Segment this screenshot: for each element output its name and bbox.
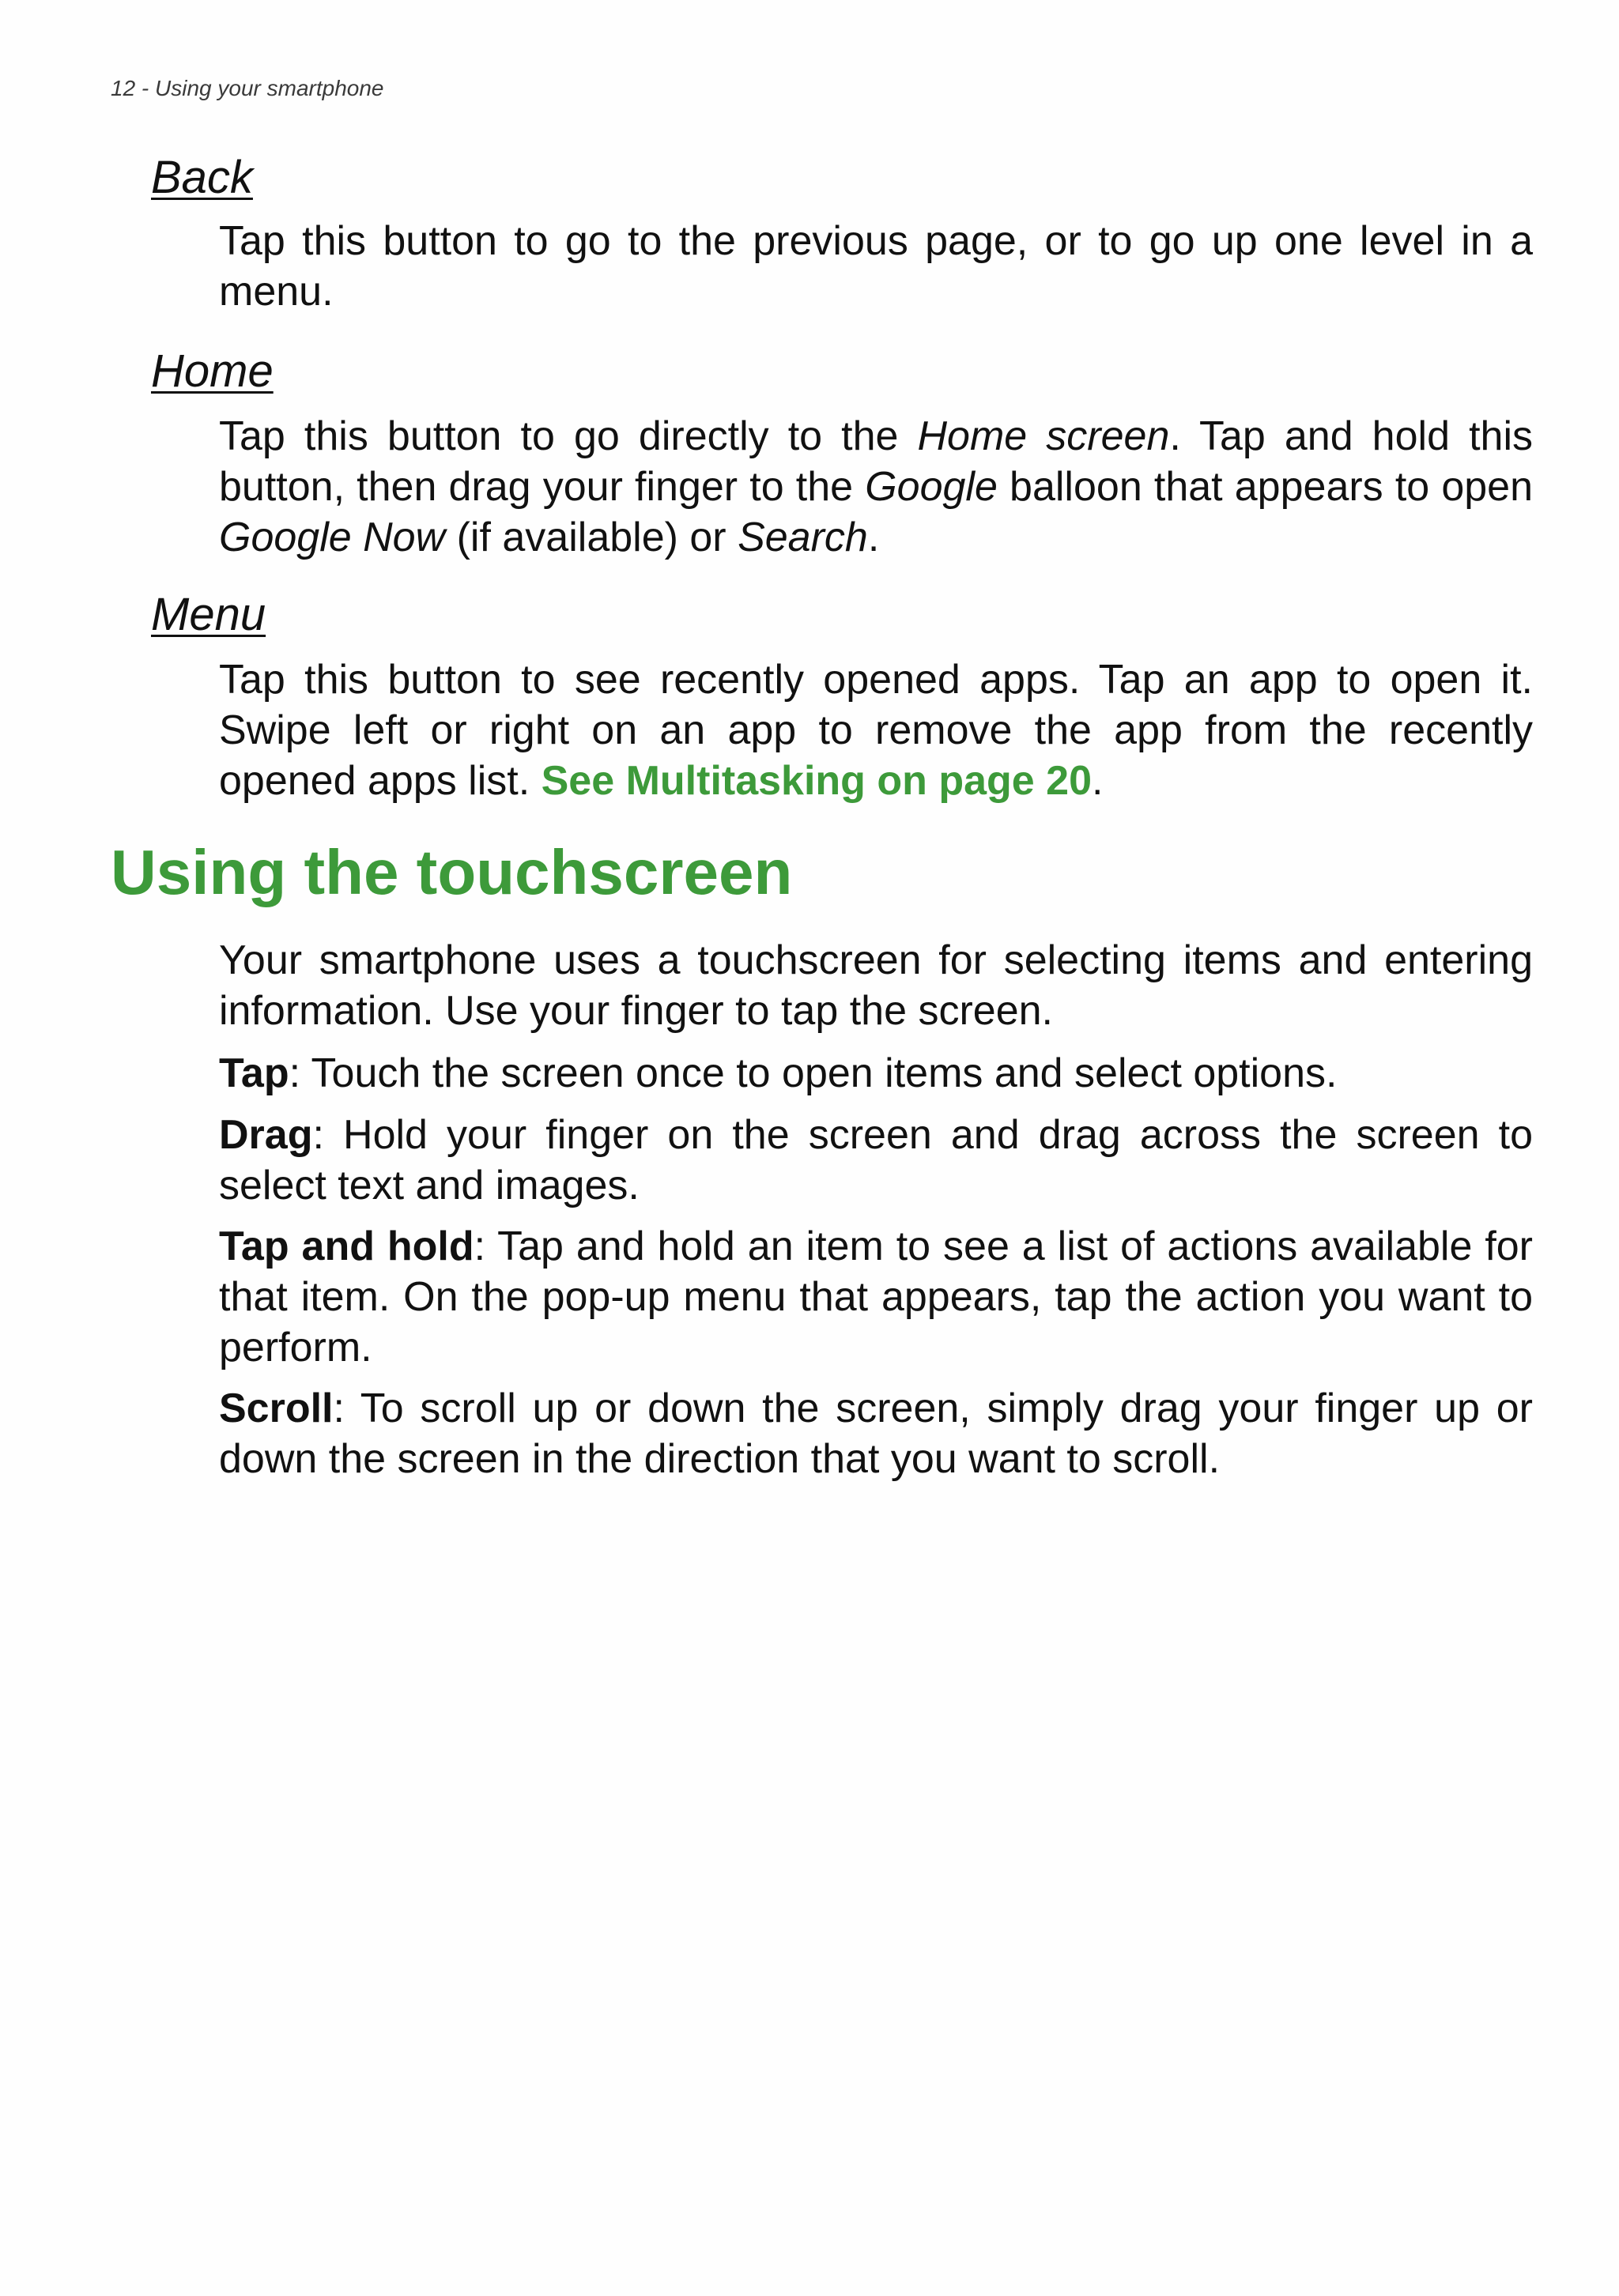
gesture-name: Tap [219, 1050, 289, 1096]
gesture-text: : Tap and hold an item to see a list of actions available for that item. On the pop-up menu that appears, tap the action you want to perform. [219, 1223, 1533, 1370]
gesture-drag [219, 1110, 1533, 1211]
section-title: Using the touchscreen [111, 837, 793, 907]
section-intro: Your smartphone uses a touchscreen for selecting items and entering information. Use your finger to tap the screen. [219, 937, 1533, 1034]
description-text: Tap this button to see recently opened apps. Tap an app to open it. Swipe left or right on an app to remove the app from the recently opened apps list. [219, 657, 1533, 804]
description-text: (if available) or [445, 515, 738, 560]
term-back: Back [151, 152, 253, 203]
home-screen-term: Home screen [917, 413, 1170, 459]
gesture-tap [219, 1048, 1533, 1099]
gesture-text: : To scroll up or down the screen, simply drag your finger up or down the screen in the direction that you want to scroll. [219, 1386, 1533, 1482]
gesture-scroll [219, 1383, 1533, 1484]
description-home [219, 411, 1533, 563]
gesture-tap-and-hold [219, 1221, 1533, 1373]
term-menu: Menu [151, 589, 266, 640]
term-home: Home [151, 345, 274, 397]
description-text: Tap this button to go to the previous page, or to go up one level in a menu. [219, 218, 1533, 315]
description-text: . [1092, 758, 1104, 804]
gesture-name: Scroll [219, 1386, 334, 1431]
description-back [219, 216, 1533, 317]
description-menu [219, 654, 1533, 806]
gesture-text: : Touch the screen once to open items and select options. [289, 1050, 1338, 1096]
multitasking-cross-reference-link[interactable]: See Multitasking on page 20 [541, 758, 1093, 804]
description-text: Tap this button to go directly to the [219, 413, 918, 459]
running-header: 12 - Using your smartphone [111, 76, 384, 100]
description-text: . Tap and hold this button, then drag your finger to the [219, 413, 1533, 510]
google-term: Google [865, 464, 998, 510]
google-now-term: Google Now [219, 515, 446, 560]
gesture-name: Drag [219, 1112, 313, 1158]
description-text: balloon that appears to open [997, 464, 1534, 510]
gesture-name: Tap and hold [219, 1223, 474, 1269]
description-text: . [867, 515, 880, 560]
search-term: Search [738, 515, 868, 560]
gesture-text: : Hold your finger on the screen and drag across the screen to select text and images. [219, 1112, 1533, 1208]
